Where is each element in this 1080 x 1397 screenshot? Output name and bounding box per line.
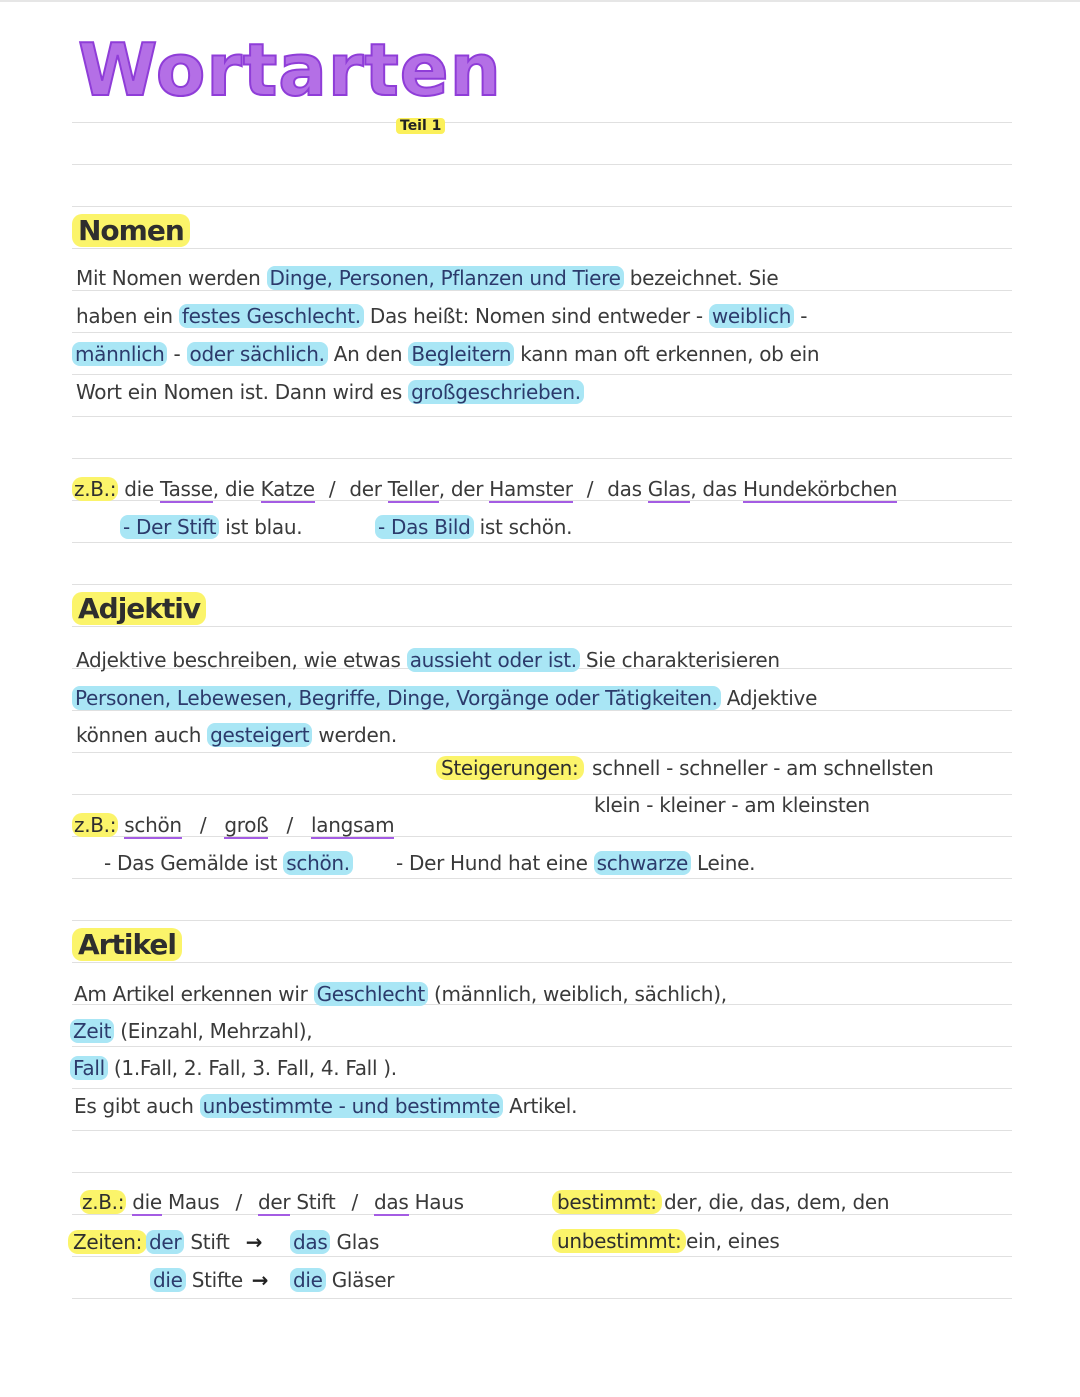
highlight: - Der Stift [120, 515, 219, 539]
separator: / [280, 813, 300, 837]
ruled-line [72, 794, 1012, 795]
ruled-line [72, 1172, 1012, 1173]
highlight: gesteigert [207, 723, 312, 747]
nomen-example-sentence-1 [120, 515, 302, 539]
section-heading-nomen [72, 214, 190, 247]
adjektiv-text-line-2 [72, 686, 817, 710]
text: können auch [76, 723, 208, 747]
separator: / [193, 813, 213, 837]
page-title: Wortarten [78, 28, 502, 112]
ruled-line [72, 458, 1012, 459]
ruled-line [72, 248, 1012, 249]
text: Adjektive beschreiben, wie etwas [76, 648, 407, 672]
example-word: groß [224, 813, 269, 837]
highlight: weiblich [709, 304, 794, 328]
bestimmt-values: der, die, das, dem, den [664, 1190, 890, 1214]
bestimmt-row [552, 1190, 662, 1214]
text: kann man oft erkennen, ob ein [514, 342, 820, 366]
ruled-line [72, 542, 1012, 543]
steigerungen-label [436, 756, 584, 780]
unbestimmt-values: ein, eines [686, 1229, 780, 1253]
text: werden. [312, 723, 397, 747]
example-word: schön [124, 813, 182, 837]
text: - Das Gemälde ist [104, 851, 284, 875]
ruled-line [72, 962, 1012, 963]
example-word: Teller [387, 477, 439, 501]
example-word: Tasse [159, 477, 213, 501]
label: bestimmt: [552, 1190, 662, 1214]
highlight: schön. [283, 851, 353, 875]
label: unbestimmt: [552, 1229, 686, 1253]
highlight: Begleitern [408, 342, 514, 366]
ruled-line [72, 164, 1012, 165]
text: - Der Hund hat eine [396, 851, 594, 875]
text: Am Artikel erkennen wir [74, 982, 314, 1006]
highlight: Personen, Lebewesen, Begriffe, Dinge, Vorgänge oder Tätigkeiten. [72, 686, 721, 710]
example-word: langsam [311, 813, 395, 837]
nomen-example-line [72, 477, 897, 501]
text: - [167, 342, 187, 366]
top-border [0, 0, 1080, 2]
adjektiv-example-line [72, 813, 394, 837]
nomen-text-line-1 [76, 266, 778, 290]
highlight: Zeit [70, 1019, 114, 1043]
ruled-line [72, 1046, 1012, 1047]
separator: / [322, 477, 342, 501]
zb-label: z.B.: [74, 813, 117, 837]
label: Steigerungen: [436, 756, 584, 780]
text: , die [212, 477, 261, 501]
adjektiv-example-sentence-1 [104, 851, 353, 875]
ruled-line [72, 626, 1012, 627]
example-word: Katze [260, 477, 315, 501]
highlight: der [146, 1230, 184, 1254]
text: haben ein [76, 304, 179, 328]
text: Es gibt auch [74, 1094, 200, 1118]
page-subtitle: Teil 1 [396, 118, 445, 134]
highlight: großgeschrieben. [408, 380, 584, 404]
text: Mit Nomen werden [76, 266, 267, 290]
ruled-line [72, 332, 1012, 333]
highlight: die [150, 1268, 186, 1292]
artikel-text-line-4 [74, 1094, 577, 1118]
ruled-line [72, 1256, 1012, 1257]
highlight: aussieht oder ist. [407, 648, 580, 672]
ruled-line [72, 878, 1012, 879]
separator: / [229, 1190, 248, 1214]
ruled-line [72, 710, 1012, 711]
arrow-icon [236, 1230, 272, 1254]
zb-label: z.B.: [82, 1190, 125, 1214]
nomen-text-line-3 [72, 342, 819, 366]
text: Gläser [325, 1268, 395, 1292]
text: Das heißt: Nomen sind entweder - [363, 304, 709, 328]
highlight: festes Geschlecht. [179, 304, 364, 328]
text: Stifte [185, 1268, 243, 1292]
text: Glas [330, 1230, 380, 1254]
section-heading-artikel [72, 928, 182, 961]
heading-text: Nomen [72, 214, 190, 247]
text: , das [690, 477, 743, 501]
text: ist schön. [473, 515, 573, 539]
highlight: Geschlecht [314, 982, 428, 1006]
ruled-line [72, 374, 1012, 375]
text: der [349, 477, 388, 501]
text: die [118, 477, 160, 501]
ruled-line [72, 206, 1012, 207]
text: bezeichnet. Sie [623, 266, 779, 290]
arrow-glyph: → [251, 1268, 269, 1292]
heading-text: Adjektiv [72, 592, 206, 625]
highlight: unbestimmte - und bestimmte [200, 1094, 503, 1118]
text: (Einzahl, Mehrzahl), [114, 1019, 313, 1043]
text: An den [327, 342, 409, 366]
text: - [794, 304, 808, 328]
zeiten-row-1-target [290, 1230, 379, 1254]
example-word: Hundekörbchen [742, 477, 898, 501]
text: Stift [290, 1190, 336, 1214]
ruled-line [72, 1214, 1012, 1215]
highlight: männlich [72, 342, 167, 366]
text: Artikel. [503, 1094, 578, 1118]
highlight: Dinge, Personen, Pflanzen und Tiere [267, 266, 624, 290]
text: Maus [161, 1190, 220, 1214]
example-word: Glas [647, 477, 691, 501]
ruled-line [72, 416, 1012, 417]
ruled-line [72, 290, 1012, 291]
zeiten-row-2-target [290, 1268, 394, 1292]
ruled-line [72, 1298, 1012, 1299]
zeiten-row-2 [150, 1268, 243, 1292]
text: ist blau. [219, 515, 303, 539]
ruled-line [72, 752, 1012, 753]
ruled-line [72, 584, 1012, 585]
text: Sie charakterisieren [579, 648, 780, 672]
nomen-text-line-2 [76, 304, 807, 328]
arrow-glyph: → [245, 1230, 263, 1254]
nomen-example-sentence-2 [375, 515, 572, 539]
highlight: das [290, 1230, 330, 1254]
text: das [607, 477, 648, 501]
artikel-text-line-1 [74, 982, 727, 1006]
text: (1.Fall, 2. Fall, 3. Fall, 4. Fall ). [107, 1056, 397, 1080]
ruled-line [72, 1130, 1012, 1131]
highlight: schwarze [594, 851, 691, 875]
ruled-line [72, 920, 1012, 921]
ruled-line [72, 1088, 1012, 1089]
heading-text: Artikel [72, 928, 182, 961]
example-article: das [374, 1190, 409, 1214]
text: (männlich, weiblich, sächlich), [427, 982, 727, 1006]
text: Haus [408, 1190, 464, 1214]
arrow-icon [242, 1268, 278, 1292]
highlight: oder sächlich. [187, 342, 328, 366]
adjektiv-example-sentence-2 [396, 851, 755, 875]
zeiten-row-1 [146, 1230, 230, 1254]
steigerung-line-1: schnell - schneller - am schnellsten [592, 756, 934, 780]
text: Stift [184, 1230, 230, 1254]
steigerung-line-2: klein - kleiner - am kleinsten [594, 793, 870, 817]
highlight: - Das Bild [375, 515, 474, 539]
artikel-example-line [80, 1190, 464, 1214]
highlight: die [290, 1268, 326, 1292]
text: Leine. [690, 851, 756, 875]
text: , der [438, 477, 490, 501]
example-article: die [132, 1190, 162, 1214]
adjektiv-text-line-3 [76, 723, 397, 747]
text: Adjektive [720, 686, 818, 710]
text: Wort ein Nomen ist. Dann wird es [76, 380, 409, 404]
artikel-text-line-3 [70, 1056, 397, 1080]
separator: / [580, 477, 600, 501]
unbestimmt-row [552, 1229, 686, 1253]
adjektiv-text-line-1 [76, 648, 780, 672]
ruled-line [72, 122, 1012, 123]
zb-label: z.B.: [74, 477, 117, 501]
highlight: Fall [70, 1056, 108, 1080]
example-article: der [257, 1190, 291, 1214]
nomen-text-line-4 [76, 380, 584, 404]
section-heading-adjektiv [72, 592, 206, 625]
separator: / [345, 1190, 365, 1214]
zeiten-label [68, 1230, 147, 1254]
label: Zeiten: [68, 1230, 147, 1254]
example-word: Hamster [489, 477, 573, 501]
artikel-text-line-2 [70, 1019, 312, 1043]
